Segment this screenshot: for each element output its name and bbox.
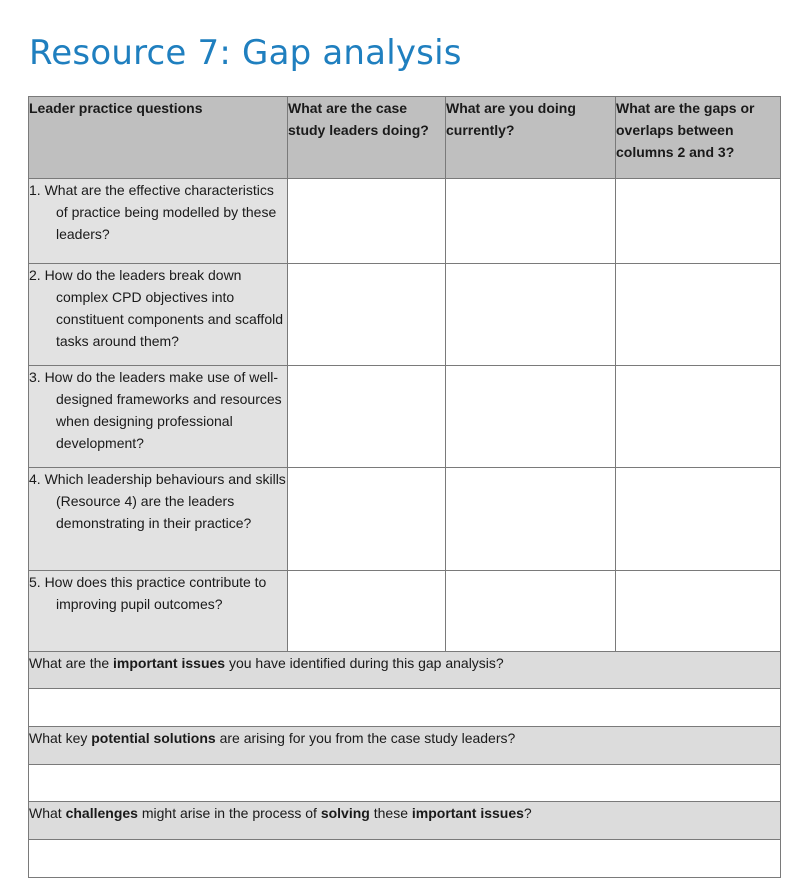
header-currently-doing: What are you doing currently?	[446, 97, 616, 179]
prompt-bold-text: potential solutions	[91, 730, 216, 746]
table-row	[29, 571, 781, 652]
answer-cell-case-study[interactable]	[288, 366, 446, 468]
answer-cell-gaps[interactable]	[616, 571, 781, 652]
question-cell	[29, 571, 288, 652]
prompt-bold-text: solving	[320, 805, 370, 821]
header-case-study-leaders: What are the case study leaders doing?	[288, 97, 446, 179]
question-1-text: 1. What are the effective characteristics of practice being modelled by these leaders?	[29, 182, 277, 242]
answer-cell-current[interactable]	[446, 468, 616, 571]
prompt-row-potential-solutions	[29, 727, 781, 765]
page-title: Resource 7: Gap analysis	[29, 32, 462, 73]
header-leader-practice-questions: Leader practice questions	[29, 97, 288, 179]
question-cell	[29, 179, 288, 264]
prompt-potential-solutions	[29, 727, 781, 765]
answer-cell-case-study[interactable]	[288, 179, 446, 264]
prompt-text: What	[29, 805, 66, 821]
prompt-text: What are the	[29, 655, 114, 671]
header-gaps-overlaps: What are the gaps or overlaps between columns 2 and 3?	[616, 97, 781, 179]
answer-row-challenges	[29, 840, 781, 878]
gap-analysis-table	[28, 96, 781, 878]
prompt-text: you have identified during this gap analysis?	[225, 655, 504, 671]
answer-cell-case-study[interactable]	[288, 468, 446, 571]
answer-cell-gaps[interactable]	[616, 264, 781, 366]
question-5-text: 5. How does this practice contribute to improving pupil outcomes?	[29, 574, 267, 612]
prompt-bold-text: challenges	[65, 805, 138, 821]
answer-cell-current[interactable]	[446, 366, 616, 468]
answer-field-important-issues[interactable]	[29, 689, 781, 727]
answer-cell-current[interactable]	[446, 179, 616, 264]
answer-cell-case-study[interactable]	[288, 571, 446, 652]
prompt-bold-text: important issues	[113, 655, 226, 671]
prompt-text: these	[369, 805, 412, 821]
answer-row-important-issues	[29, 689, 781, 727]
answer-field-potential-solutions[interactable]	[29, 765, 781, 802]
answer-cell-case-study[interactable]	[288, 264, 446, 366]
answer-cell-gaps[interactable]	[616, 468, 781, 571]
table-row	[29, 264, 781, 366]
answer-cell-current[interactable]	[446, 264, 616, 366]
answer-cell-gaps[interactable]	[616, 179, 781, 264]
prompt-text: are arising for you from the case study leaders?	[215, 730, 516, 746]
prompt-row-important-issues	[29, 652, 781, 689]
prompt-challenges	[29, 802, 781, 840]
question-4-text: 4. Which leadership behaviours and skills (Resource 4) are the leaders demonstrating in their practice?	[29, 471, 286, 531]
prompt-text: What key	[29, 730, 92, 746]
question-cell	[29, 366, 288, 468]
answer-row-potential-solutions	[29, 765, 781, 802]
prompt-bold-text: important issues	[411, 805, 524, 821]
table-row	[29, 468, 781, 571]
question-3-text: 3. How do the leaders make use of well-designed frameworks and resources when designing professional development?	[29, 369, 282, 451]
question-2-text: 2. How do the leaders break down complex CPD objectives into constituent components and scaffold tasks around them?	[29, 267, 284, 349]
table-row	[29, 179, 781, 264]
prompt-text: might arise in the process of	[137, 805, 321, 821]
prompt-important-issues	[29, 652, 781, 689]
table-row	[29, 366, 781, 468]
question-cell	[29, 468, 288, 571]
question-cell	[29, 264, 288, 366]
header-row	[29, 97, 781, 179]
answer-field-challenges[interactable]	[29, 840, 781, 878]
answer-cell-current[interactable]	[446, 571, 616, 652]
prompt-text: ?	[523, 805, 532, 821]
prompt-row-challenges	[29, 802, 781, 840]
answer-cell-gaps[interactable]	[616, 366, 781, 468]
